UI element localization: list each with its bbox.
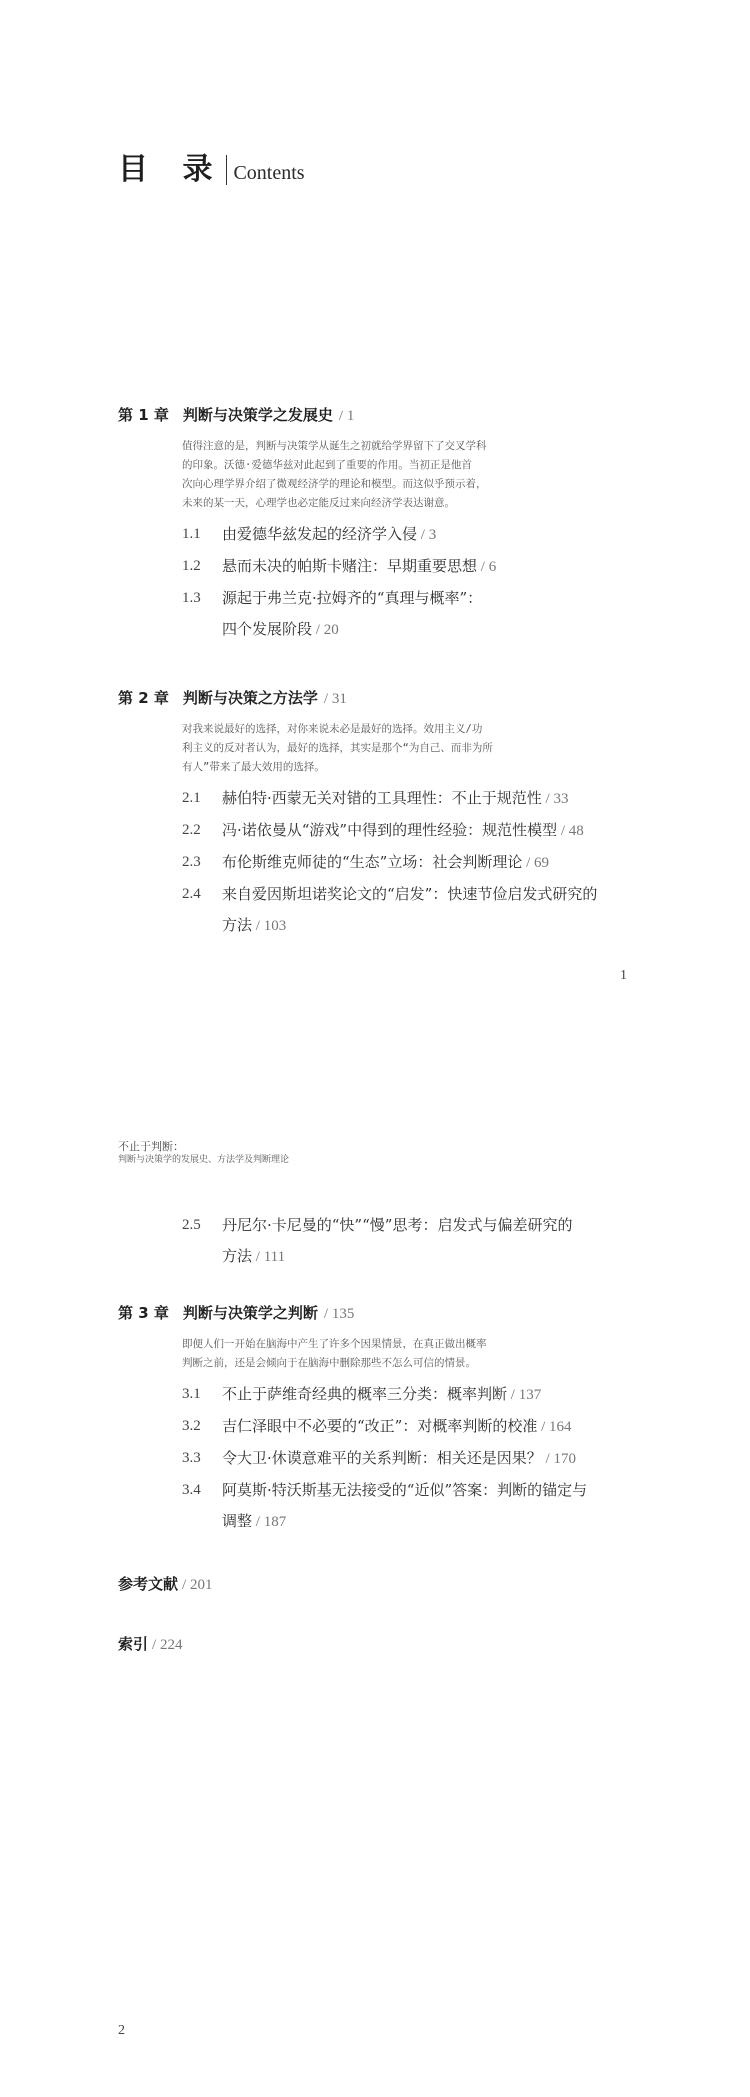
section-number: 2.3	[182, 854, 201, 870]
chapter-1-sections	[118, 519, 638, 646]
section-number: 2.1	[182, 790, 201, 806]
toc-section-2-1[interactable]	[118, 783, 638, 815]
running-head-title: 不止于判断：	[118, 1140, 184, 1153]
section-number: 1.2	[182, 558, 201, 574]
chapter-3-sections	[118, 1379, 638, 1538]
section-title: 丹尼尔·卡尼曼的“快”“慢”思考：启发式与偏差研究的	[222, 1216, 573, 1234]
section-page-number: / 137	[507, 1387, 541, 1403]
chapter-page-number: / 31	[324, 691, 347, 707]
toc-page-2	[0, 1048, 750, 2097]
title-divider	[226, 155, 227, 185]
chapter-2-entry	[118, 687, 638, 942]
summary-line: 利主义的反对者认为，最好的选择，其实是那个“为自己、而非为所	[182, 742, 493, 754]
section-page-number: / 3	[417, 527, 436, 543]
section-page-number: / 187	[252, 1514, 286, 1530]
running-head-subtitle: 判断与决策学的发展史、方法学及判断理论	[118, 1155, 290, 1165]
chapter-label: 第 2 章	[118, 689, 169, 707]
toc-section-1-2[interactable]	[118, 551, 638, 583]
summary-line: 即便人们一开始在脑海中产生了许多个因果情景，在真正做出概率	[182, 1338, 487, 1350]
section-number: 3.4	[182, 1482, 201, 1498]
section-page-number: / 170	[542, 1451, 576, 1467]
section-number: 2.5	[182, 1217, 201, 1233]
chapter-page-number: / 1	[339, 408, 354, 424]
toc-section-1-1[interactable]	[118, 519, 638, 551]
toc-title-english: Contents	[233, 162, 305, 184]
section-page-number: / 111	[252, 1249, 285, 1265]
summary-line: 对我来说最好的选择，对你来说未必是最好的选择。效用主义/功	[182, 723, 483, 735]
section-page-number: / 103	[252, 918, 286, 934]
chapter-2-continued-sections	[118, 1210, 638, 1273]
section-number: 2.2	[182, 822, 201, 838]
page-folio: 2	[118, 2023, 125, 2038]
running-head	[118, 1140, 289, 1167]
toc-references[interactable]	[118, 1573, 212, 1596]
section-page-number: / 33	[542, 791, 569, 807]
toc-section-2-2[interactable]	[118, 815, 638, 847]
chapter-2-sections	[118, 783, 638, 942]
chapter-3-heading[interactable]	[118, 1302, 638, 1325]
chapter-title: 判断与决策学之发展史	[182, 406, 333, 424]
summary-line: 次向心理学界介绍了微观经济学的理论和模型。而这似乎预示着，	[182, 478, 487, 490]
chapter-label: 第 3 章	[118, 1304, 169, 1322]
section-title: 源起于弗兰克·拉姆齐的“真理与概率”：	[222, 589, 483, 607]
section-title: 冯·诺依曼从“游戏”中得到的理性经验：规范性模型	[222, 821, 558, 839]
chapter-label: 第 1 章	[118, 406, 169, 424]
chapter-page-number: / 135	[324, 1306, 354, 1322]
section-title: 来自爱因斯坦诺奖论文的“启发”：快速节俭启发式研究的	[222, 885, 598, 903]
section-title-continued: 方法	[222, 1247, 253, 1265]
toc-section-3-4[interactable]	[118, 1475, 638, 1538]
section-page-number: / 6	[477, 559, 496, 575]
section-title: 悬而未决的帕斯卡赌注：早期重要思想	[222, 557, 478, 575]
references-page-number: / 201	[182, 1577, 212, 1593]
continued-sections	[118, 1204, 638, 1273]
chapter-3-summary	[182, 1335, 592, 1373]
toc-title-chinese: 目 录	[118, 152, 225, 187]
summary-line: 判断之前，还是会倾向于在脑海中删除那些不怎么可信的情景。	[182, 1357, 476, 1369]
section-title: 布伦斯维克师徒的“生态”立场：社会判断理论	[222, 853, 523, 871]
section-title: 由爱德华兹发起的经济学入侵	[222, 525, 418, 543]
section-title: 阿莫斯·特沃斯基无法接受的“近似”答案：判断的锚定与	[222, 1481, 588, 1499]
section-title: 吉仁泽眼中不必要的“改正”：对概率判断的校准	[222, 1417, 538, 1435]
toc-index[interactable]	[118, 1633, 182, 1656]
section-page-number: / 48	[557, 823, 584, 839]
section-title-continued: 方法	[222, 916, 253, 934]
section-number: 2.4	[182, 886, 201, 902]
page-folio: 1	[620, 968, 627, 983]
toc-section-2-5[interactable]	[118, 1210, 638, 1273]
section-number: 3.2	[182, 1418, 201, 1434]
index-title: 索引	[118, 1635, 149, 1653]
section-number: 1.3	[182, 590, 201, 606]
section-title: 不止于萨维奇经典的概率三分类：概率判断	[222, 1385, 508, 1403]
section-page-number: / 164	[537, 1419, 571, 1435]
section-number: 3.1	[182, 1386, 201, 1402]
section-title-continued: 四个发展阶段	[222, 620, 313, 638]
toc-section-3-2[interactable]	[118, 1411, 638, 1443]
chapter-2-summary	[182, 720, 592, 777]
references-title: 参考文献	[118, 1575, 179, 1593]
toc-section-1-3[interactable]	[118, 583, 638, 646]
toc-section-2-4[interactable]	[118, 879, 638, 942]
toc-page-1	[0, 0, 750, 1048]
toc-section-3-1[interactable]	[118, 1379, 638, 1411]
chapter-2-heading[interactable]	[118, 687, 638, 710]
section-number: 3.3	[182, 1450, 201, 1466]
summary-line: 的印象。沃德·爱德华兹对此起到了重要的作用。当初正是他首	[182, 459, 472, 471]
toc-section-2-3[interactable]	[118, 847, 638, 879]
summary-line: 未来的某一天，心理学也必定能反过来向经济学表达谢意。	[182, 497, 455, 509]
summary-line: 值得注意的是，判断与决策学从诞生之初就给学界留下了交叉学科	[182, 440, 487, 452]
chapter-title: 判断与决策学之判断	[182, 1304, 318, 1322]
chapter-title: 判断与决策之方法学	[182, 689, 318, 707]
section-title: 令大卫·休谟意难平的关系判断：相关还是因果？	[222, 1449, 542, 1467]
section-number: 1.1	[182, 526, 201, 542]
chapter-1-heading[interactable]	[118, 404, 638, 427]
toc-section-3-3[interactable]	[118, 1443, 638, 1475]
section-page-number: / 69	[522, 855, 549, 871]
index-page-number: / 224	[152, 1637, 182, 1653]
toc-heading	[118, 152, 305, 187]
section-page-number: / 20	[312, 622, 339, 638]
chapter-3-entry	[118, 1302, 638, 1538]
chapter-1-summary	[182, 437, 592, 513]
summary-line: 有人”带来了最大效用的选择。	[182, 761, 325, 773]
section-title: 赫伯特·西蒙无关对错的工具理性：不止于规范性	[222, 789, 542, 807]
chapter-1-entry	[118, 404, 638, 646]
section-title-continued: 调整	[222, 1512, 253, 1530]
